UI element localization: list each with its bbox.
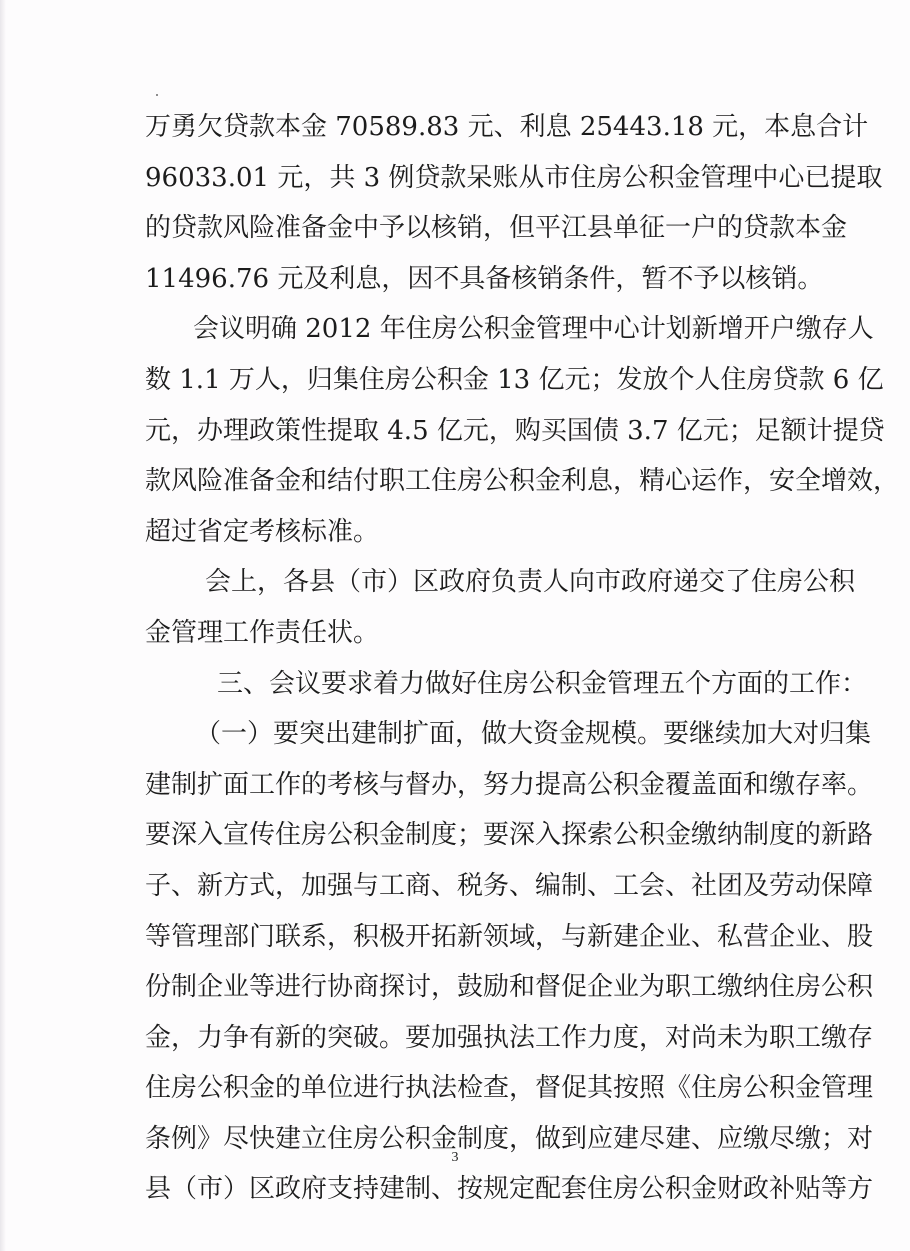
- paragraph-first-line: 会上，各县（市）区政府负责人向市政府递交了住房公积: [205, 567, 856, 598]
- section-heading: 三、会议要求着力做好住房公积金管理五个方面的工作：: [217, 668, 868, 699]
- text-line: 万勇欠贷款本金 70589.83 元、利息 25443.18 元，本息合计: [145, 112, 869, 142]
- text-line: 96033.01 元，共 3 例贷款呆账从市住房公积金管理中心已提取: [145, 162, 883, 193]
- text-line: 11496.76 元及利息，因不具备核销条件，暂不予以核销。: [145, 263, 824, 294]
- text-line: 款风险准备金和结付职工住房公积金利息，精心运作，安全增效，: [145, 466, 900, 497]
- scan-edge-shadow: [0, 0, 6, 1251]
- text-line: 建制扩面工作的考核与督办，努力提高公积金覆盖面和缴存率。: [145, 769, 874, 800]
- paragraph-first-line: 会议明确 2012 年住房公积金管理中心计划新增开户缴存人: [193, 314, 874, 345]
- text-line: 子、新方式，加强与工商、税务、编制、工会、社团及劳动保障: [145, 870, 874, 901]
- text-line: 金，力争有新的突破。要加强执法工作力度，对尚未为职工缴存: [145, 1022, 874, 1053]
- text-line: 数 1.1 万人，归集住房公积金 13 亿元；发放个人住房贷款 6 亿: [145, 364, 884, 395]
- text-line: 等管理部门联系，积极开拓新领域，与新建企业、私营企业、股: [145, 921, 874, 952]
- text-line: 县（市）区政府支持建制、按规定配套住房公积金财政补贴等方: [145, 1174, 874, 1205]
- text-line: 住房公积金的单位进行执法检查，督促其按照《住房公积金管理: [145, 1073, 874, 1104]
- text-line: 超过省定考核标准。: [145, 516, 380, 547]
- page-number: 3: [451, 1150, 459, 1165]
- scan-speck: [156, 94, 158, 96]
- paragraph-first-line: （一）要突出建制扩面，做大资金规模。要继续加大对归集: [195, 719, 872, 750]
- text-line: 金管理工作责任状。: [145, 617, 380, 648]
- document-body: [145, 102, 900, 1215]
- text-line: 的贷款风险准备金中予以核销，但平江县单征一户的贷款本金: [145, 213, 848, 244]
- text-line: 要深入宣传住房公积金制度；要深入探索公积金缴纳制度的新路: [145, 820, 874, 851]
- text-line: 条例》尽快建立住房公积金制度，做到应建尽建、应缴尽缴；对: [145, 1123, 874, 1154]
- text-line: 份制企业等进行协商探讨，鼓励和督促企业为职工缴纳住房公积: [145, 972, 874, 1003]
- text-line: 元，办理政策性提取 4.5 亿元，购买国债 3.7 亿元；足额计提贷: [145, 415, 885, 446]
